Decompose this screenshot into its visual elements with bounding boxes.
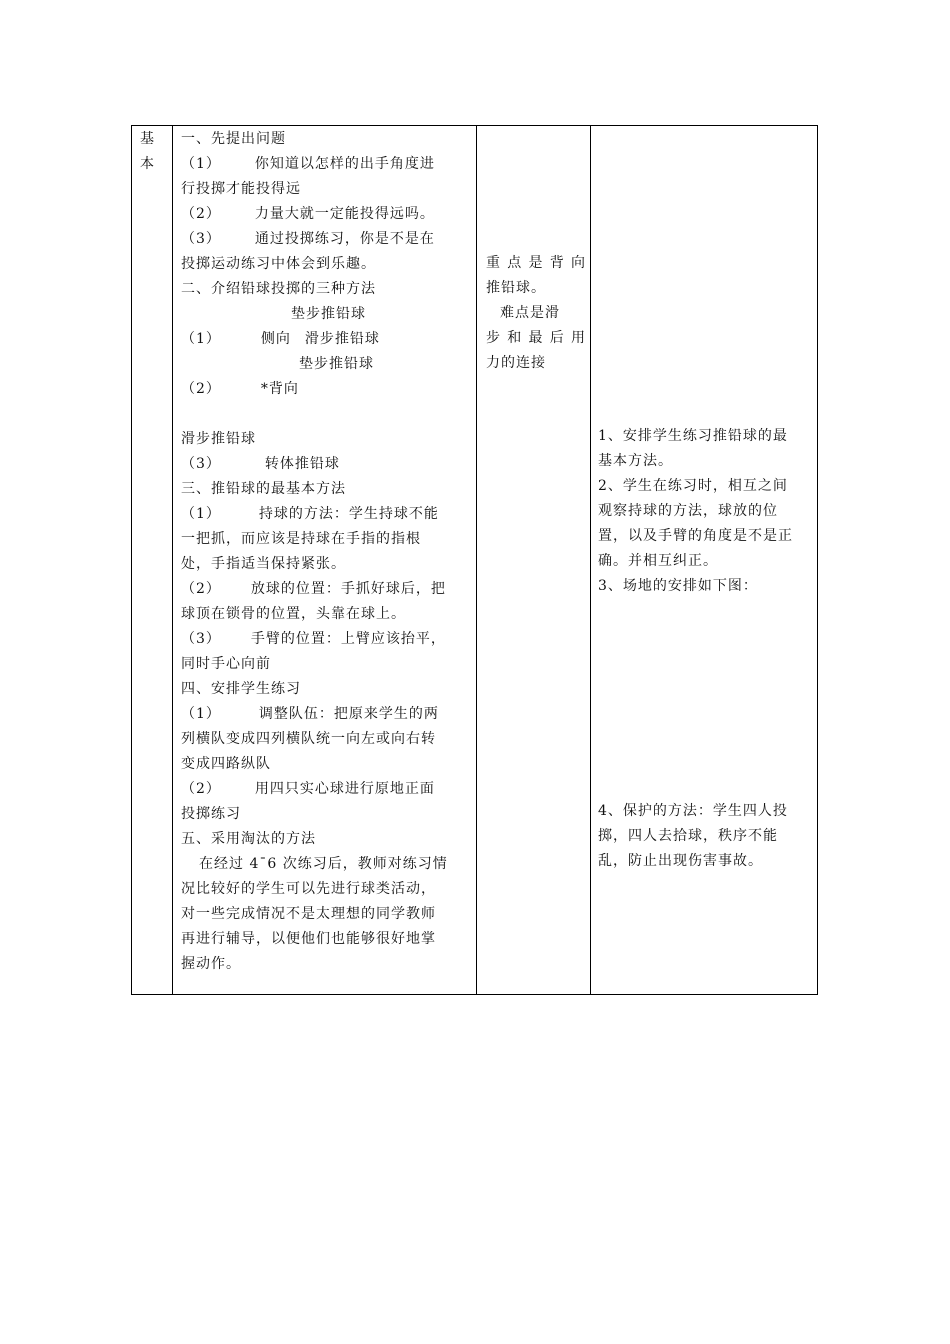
blank-line: [598, 649, 813, 674]
column-divider: [590, 126, 591, 994]
blank-line: [598, 599, 813, 624]
blank-line: [598, 624, 813, 649]
elimination-text: 再进行辅导，以便他们也能够很好地掌: [181, 931, 436, 947]
org-item-4-cont: 掷，四人去拾球，秩序不能: [598, 828, 778, 844]
method-2: （2） *背向: [181, 381, 299, 397]
practice-2: （2） 用四只实心球进行原地正面: [181, 781, 435, 797]
key-point-line: 推铅球。: [486, 280, 546, 296]
org-item-1-cont: 基本方法。: [598, 453, 673, 469]
basic-3-cont: 同时手心向前: [181, 656, 271, 672]
practice-1-cont: 变成四路纵队: [181, 756, 271, 772]
section-label-char: 本: [140, 156, 155, 172]
blank-line: [598, 774, 813, 799]
question-3-cont: 投掷运动练习中体会到乐趣。: [181, 256, 376, 272]
question-1-cont: 行投掷才能投得远: [181, 181, 301, 197]
org-item-2-cont: 置，以及手臂的角度是不是正: [598, 528, 793, 544]
question-2: （2） 力量大就一定能投得远吗。: [181, 206, 435, 222]
method-dianbu-2: 垫步推铅球: [299, 356, 374, 372]
org-item-2-cont: 确。并相互纠正。: [598, 553, 718, 569]
blank-line: [598, 674, 813, 699]
elimination-text: 握动作。: [181, 956, 241, 972]
heading-1: 一、先提出问题: [181, 131, 286, 147]
method-dianbu-1: 垫步推铅球: [291, 306, 366, 322]
basic-1: （1） 持球的方法：学生持球不能: [181, 506, 439, 522]
org-item-3: 3、场地的安排如下图：: [598, 578, 758, 594]
heading-2: 二、介绍铅球投掷的三种方法: [181, 281, 376, 297]
lesson-plan-table: [131, 125, 818, 995]
method-1: （1） 侧向 滑步推铅球: [181, 331, 380, 347]
organization-cell: [598, 424, 813, 874]
blank-line: [598, 699, 813, 724]
difficult-point-line: 步和最后用: [486, 330, 586, 346]
key-points-cell: [486, 251, 586, 376]
question-1: （1） 你知道以怎样的出手角度进: [181, 156, 435, 172]
practice-1-cont: 列横队变成四列横队统一向左或向右转: [181, 731, 436, 747]
basic-2: （2） 放球的位置：手抓好球后，把: [181, 581, 446, 597]
blank-line: [598, 749, 813, 774]
elimination-text: 在经过 4¯6 次练习后，教师对练习情: [199, 856, 448, 872]
heading-5: 五、采用淘汰的方法: [181, 831, 316, 847]
basic-1-cont: 一把抓，而应该是持球在手指的指根: [181, 531, 421, 547]
practice-2-cont: 投掷练习: [181, 806, 241, 822]
method-2-cont: 滑步推铅球: [181, 431, 256, 447]
section-label-cell: [140, 127, 164, 177]
basic-1-cont: 处，手指适当保持紧张。: [181, 556, 346, 572]
org-item-4: 4、保护的方法：学生四人投: [598, 803, 788, 819]
basic-3: （3） 手臂的位置：上臂应该抬平，: [181, 631, 446, 647]
blank-line: [181, 402, 471, 427]
section-label-char: 基: [140, 131, 155, 147]
org-item-1: 1、安排学生练习推铅球的最: [598, 428, 788, 444]
difficult-point-line: 难点是滑: [500, 305, 560, 321]
method-3: （3） 转体推铅球: [181, 456, 340, 472]
basic-2-cont: 球顶在锁骨的位置，头靠在球上。: [181, 606, 406, 622]
teaching-content-cell: [181, 127, 471, 977]
practice-1: （1） 调整队伍：把原来学生的两: [181, 706, 439, 722]
question-3: （3） 通过投掷练习，你是不是在: [181, 231, 435, 247]
elimination-text: 况比较好的学生可以先进行球类活动，: [181, 881, 436, 897]
difficult-point-line: 力的连接: [486, 355, 546, 371]
key-point-line: 重点是背向: [486, 255, 586, 271]
column-divider: [476, 126, 477, 994]
heading-4: 四、安排学生练习: [181, 681, 301, 697]
org-item-4-cont: 乱，防止出现伤害事故。: [598, 853, 763, 869]
org-item-2: 2、学生在练习时，相互之间: [598, 478, 788, 494]
blank-line: [598, 724, 813, 749]
heading-3: 三、推铅球的最基本方法: [181, 481, 346, 497]
column-divider: [172, 126, 173, 994]
elimination-text: 对一些完成情况不是太理想的同学教师: [181, 906, 436, 922]
org-item-2-cont: 观察持球的方法，球放的位: [598, 503, 778, 519]
